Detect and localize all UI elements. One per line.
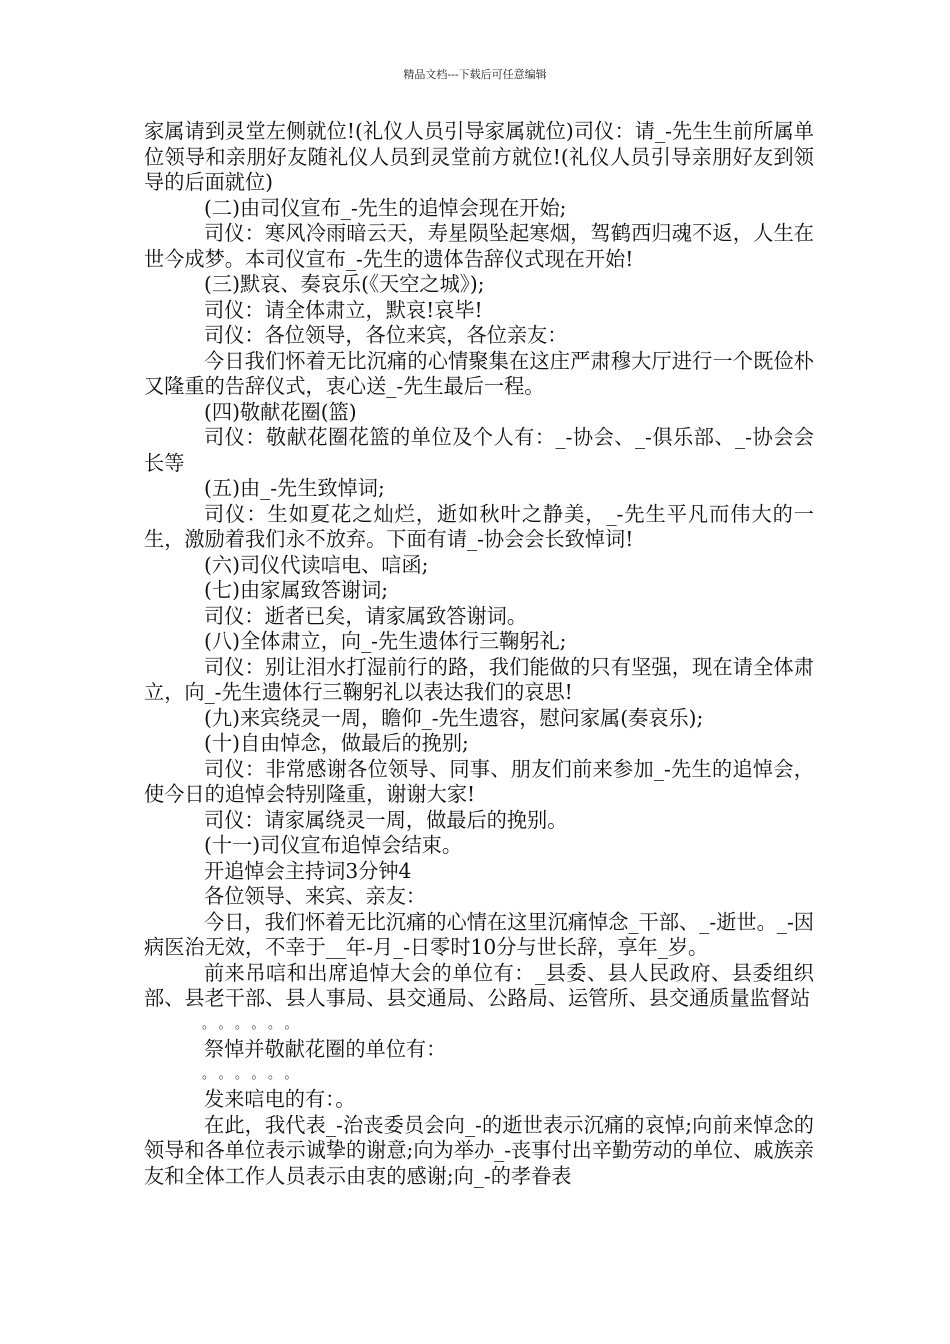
paragraph: (十一)司仪宣布追悼会结束。 [204,833,463,857]
paragraph: 各位领导、来宾、亲友： [204,884,427,908]
ellipsis-dots: 。。。。。。 [202,1067,308,1082]
ellipsis-dots: 。。。。。。 [202,1016,308,1032]
paragraph: (十)自由悼念，做最后的挽别; [204,731,469,755]
document-body [144,119,814,1189]
paragraph: 司仪：逝者已矣，请家属致答谢词。 [204,603,528,628]
paragraph: 司仪：请家属绕灵一周，做最后的挽别。 [204,807,568,832]
paragraph: 司仪：请全体肃立，默哀!哀毕! [204,297,483,322]
paragraph: (六)司仪代读唁电、唁函; [204,552,429,577]
paragraph: 司仪：生如夏花之灿烂，逝如秋叶之静美，_-先生平凡而伟大的一生，激励着我们永不放弃。下面有请_-协会会长致悼词! [144,501,814,551]
paragraph: (五)由_-先生致悼词; [204,476,385,500]
paragraph: 在此，我代表_-治丧委员会向_-的逝世表示沉痛的哀悼;向前来悼念的领导和各单位表示诚挚的谢意;向为举办_-丧事付出辛勤劳动的单位、戚族亲友和全体工作人员表示由衷的感谢;向_-的孝眷表 [144,1112,814,1188]
paragraph: 司仪：别让泪水打湿前行的路，我们能做的只有坚强，现在请全体肃立，向_-先生遗体行三鞠躬礼以表达我们的哀思! [144,654,814,704]
paragraph: (九)来宾绕灵一周，瞻仰_-先生遗容，慰问家属(奏哀乐); [204,705,704,730]
paragraph: 发来唁电的有：。 [204,1087,356,1111]
paragraph: 司仪：非常感谢各位领导、同事、朋友们前来参加_-先生的追悼会，使今日的追悼会特别隆重，谢谢大家! [144,756,814,806]
paragraph: (三)默哀、奏哀乐(《天空之城》); [204,272,485,296]
paragraph: 今日我们怀着无比沉痛的心情聚集在这庄严肃穆大厅进行一个既俭朴又隆重的告辞仪式，衷心送_-先生最后一程。 [144,348,814,398]
paragraph: 祭悼并敬献花圈的单位有： [204,1036,447,1061]
paragraph: 司仪：各位领导，各位来宾，各位亲友： [204,323,568,347]
paragraph: 今日，我们怀着无比沉痛的心情在这里沉痛悼念_干部、_-逝世。_-因病医治无效，不幸于__年-月_-日零时10分与世长辞，享年_岁。 [144,909,814,959]
paragraph: 司仪：敬献花圈花篮的单位及个人有：_-协会、_-俱乐部、_-协会会长等 [144,425,814,475]
paragraph: 司仪：寒风冷雨暗云天，寿星陨坠起寒烟，驾鹤西归魂不返，人生在世今成梦。本司仪宣布_-先生的遗体告辞仪式现在开始! [144,221,814,271]
paragraph: (四)敬献花圈(篮) [204,399,357,424]
paragraph: 家属请到灵堂左侧就位!(礼仪人员引导家属就位)司仪：请_-先生生前所属单位领导和亲朋好友随礼仪人员到灵堂前方就位!(礼仪人员引导亲朋好友到领导的后面就位) [144,119,814,194]
paragraph: 前来吊唁和出席追悼大会的单位有：_县委、县人民政府、县委组织部、县老干部、县人事局、县交通局、公路局、运管所、县交通质量监督站 [144,960,814,1010]
paragraph: 开追悼会主持词3分钟4 [204,858,412,883]
paragraph: (七)由家属致答谢词; [204,578,389,602]
paragraph: (二)由司仪宣布_-先生的追悼会现在开始; [204,195,567,220]
paragraph: (八)全体肃立，向_-先生遗体行三鞠躬礼; [204,629,567,653]
page-header: 精品文档---下载后可任意编辑 [403,68,547,81]
